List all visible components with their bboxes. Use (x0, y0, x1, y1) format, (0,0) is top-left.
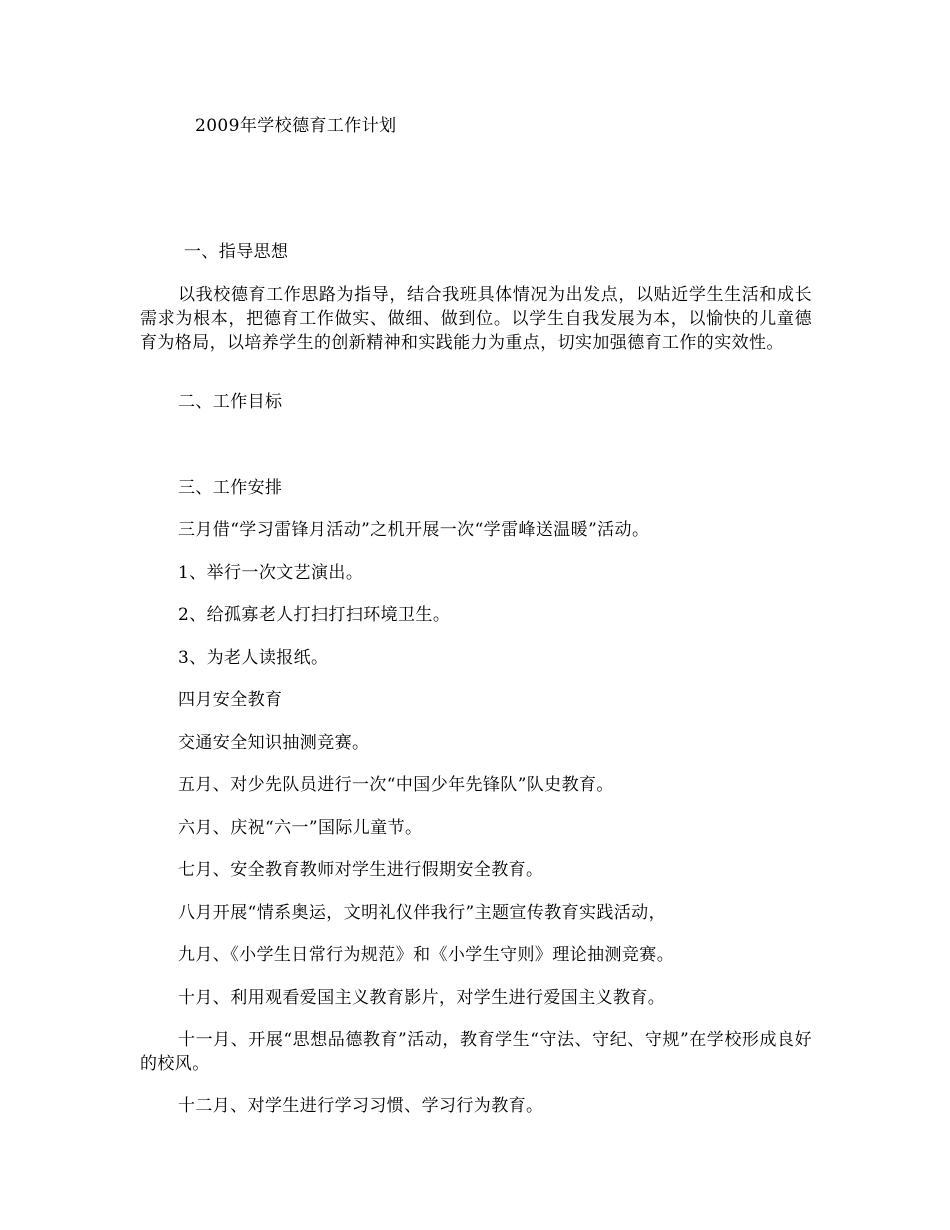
section-heading-goals: 二、工作目标 (178, 392, 283, 412)
section-heading-arrangement: 三、工作安排 (178, 478, 283, 498)
list-item: 三月借“学习雷锋月活动”之机开展一次“学雷峰送温暖”活动。 (178, 520, 650, 540)
guiding-paragraph: 以我校德育工作思路为指导，结合我班具体情况为出发点，以贴近学生生活和成长需求为根本，把德育工作做实、做细、做到位。以学生自我发展为本，以愉快的儿童德育为格局，以培养学生的创新精神和实践能力为重点，切实加强德育工作的实效性。 (140, 285, 812, 353)
list-item: 九月、《小学生日常行为规范》和《小学生守则》理论抽测竞赛。 (178, 945, 675, 965)
list-item: 交通安全知识抽测竞赛。 (178, 733, 370, 753)
list-item: 十一月、开展“思想品德教育”活动，教育学生“守法、守纪、守规”在学校形成良好的校风。 (140, 1030, 812, 1074)
list-item: 2、给孤寡老人打扫打扫环境卫生。 (178, 605, 451, 625)
list-item: 六月、庆祝“六一”国际儿童节。 (178, 818, 423, 838)
list-item: 十月、利用观看爱国主义教育影片，对学生进行爱国主义教育。 (178, 988, 666, 1008)
list-item: 五月、对少先队员进行一次“中国少年先锋队”队史教育。 (178, 775, 614, 795)
section-heading-guiding: 一、指导思想 (184, 242, 289, 262)
list-item: 3、为老人读报纸。 (178, 648, 329, 668)
list-item: 1、举行一次文艺演出。 (178, 563, 364, 583)
list-item: 十二月、对学生进行学习习惯、学习行为教育。 (178, 1096, 544, 1116)
document-title: 2009年学校德育工作计划 (195, 116, 397, 136)
list-item: 四月安全教育 (178, 690, 283, 710)
list-item: 八月开展“情系奥运，文明礼仪伴我行”主题宣传教育实践活动， (178, 903, 666, 923)
list-item: 七月、安全教育教师对学生进行假期安全教育。 (178, 860, 544, 880)
